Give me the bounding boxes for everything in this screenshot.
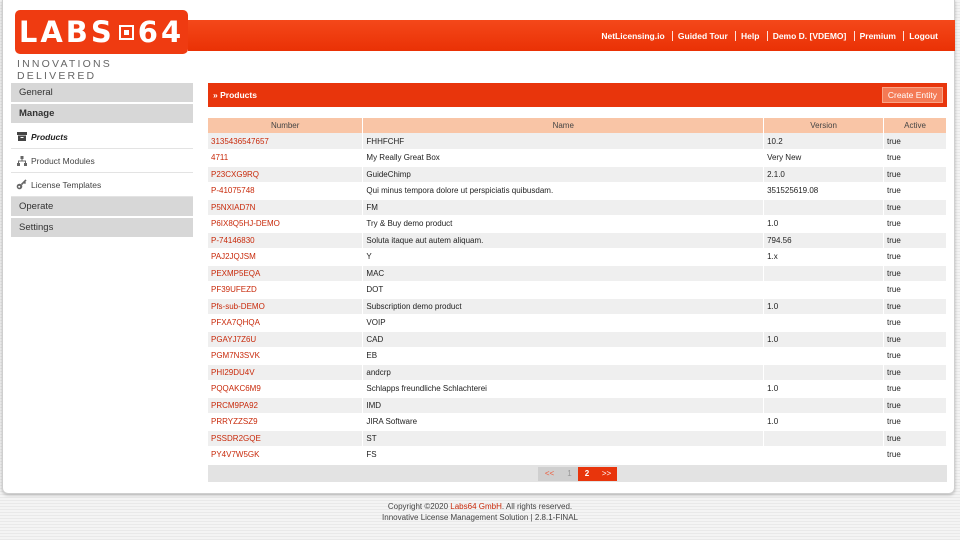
cell-name: MAC xyxy=(363,265,764,282)
cell-number[interactable]: PAJ2JQJSM xyxy=(208,249,363,266)
cell-active: true xyxy=(884,331,947,348)
cell-name: Qui minus tempora dolore ut perspiciatis quibusdam. xyxy=(363,183,764,200)
labs64-logo[interactable] xyxy=(15,10,188,54)
cell-version xyxy=(764,430,884,447)
cell-name: CAD xyxy=(363,331,764,348)
cell-active: true xyxy=(884,447,947,464)
sidebar-item-license-templates[interactable] xyxy=(11,173,193,197)
key-icon xyxy=(16,179,27,190)
cell-name: VOIP xyxy=(363,315,764,332)
cell-name: Soluta itaque aut autem aliquam. xyxy=(363,232,764,249)
pagination-prev[interactable]: << xyxy=(538,467,561,481)
pagination xyxy=(208,465,947,482)
cell-name: ST xyxy=(363,430,764,447)
copyright-suffix: . All rights reserved. xyxy=(501,502,573,511)
table-row[interactable] xyxy=(208,397,947,414)
top-navbar xyxy=(188,20,955,51)
cell-version: 10.2 xyxy=(764,133,884,150)
sitemap-icon xyxy=(16,155,27,166)
cell-version: 794.56 xyxy=(764,232,884,249)
sidebar xyxy=(11,83,193,239)
sidebar-item-product-modules[interactable] xyxy=(11,149,193,173)
cell-name: FM xyxy=(363,199,764,216)
cell-active: true xyxy=(884,166,947,183)
cell-version: 1.x xyxy=(764,249,884,266)
cell-number[interactable]: P-41075748 xyxy=(208,183,363,200)
cell-version: 1.0 xyxy=(764,331,884,348)
cell-number[interactable]: PF39UFEZD xyxy=(208,282,363,299)
table-row[interactable] xyxy=(208,331,947,348)
nav-premium[interactable]: Premium xyxy=(854,31,901,41)
cell-number[interactable]: PY4V7W5GK xyxy=(208,447,363,464)
cell-active: true xyxy=(884,315,947,332)
cell-number[interactable]: PQQAKC6M9 xyxy=(208,381,363,398)
cell-active: true xyxy=(884,298,947,315)
table-row[interactable] xyxy=(208,216,947,233)
table-row[interactable] xyxy=(208,430,947,447)
cell-active: true xyxy=(884,381,947,398)
sidebar-item-manage[interactable]: Manage xyxy=(11,104,193,125)
cell-name: IMD xyxy=(363,397,764,414)
cell-version xyxy=(764,447,884,464)
cell-version: 1.0 xyxy=(764,216,884,233)
footer-copyright xyxy=(0,502,960,513)
cell-number[interactable]: Pfs-sub-DEMO xyxy=(208,298,363,315)
cell-active: true xyxy=(884,199,947,216)
cell-number[interactable]: PHI29DU4V xyxy=(208,364,363,381)
cell-number[interactable]: P-74146830 xyxy=(208,232,363,249)
box-icon xyxy=(16,131,27,142)
cell-active: true xyxy=(884,397,947,414)
cell-name: Y xyxy=(363,249,764,266)
cell-active: true xyxy=(884,282,947,299)
table-row[interactable] xyxy=(208,183,947,200)
column-header-version[interactable]: Version xyxy=(764,118,884,133)
cell-name: GuideChimp xyxy=(363,166,764,183)
logo-text-right: 64 xyxy=(137,14,185,49)
cell-active: true xyxy=(884,133,947,150)
cell-number[interactable]: 3135436547657 xyxy=(208,133,363,150)
cell-active: true xyxy=(884,216,947,233)
cell-number[interactable]: PFXA7QHQA xyxy=(208,315,363,332)
top-nav xyxy=(596,31,943,41)
cell-name: FS xyxy=(363,447,764,464)
cell-number[interactable]: P23CXG9RQ xyxy=(208,166,363,183)
cell-name: JIRA Software xyxy=(363,414,764,431)
table-row[interactable] xyxy=(208,348,947,365)
cell-version: 351525619.08 xyxy=(764,183,884,200)
footer-version: Innovative License Management Solution | 2.8.1-FINAL xyxy=(382,512,578,522)
cell-number[interactable]: PGAYJ7Z6U xyxy=(208,331,363,348)
products-table xyxy=(208,118,947,464)
table-row[interactable] xyxy=(208,199,947,216)
cell-active: true xyxy=(884,430,947,447)
nav-guided-tour[interactable]: Guided Tour xyxy=(672,31,733,41)
table-row[interactable] xyxy=(208,249,947,266)
cell-version: 1.0 xyxy=(764,414,884,431)
cell-version xyxy=(764,315,884,332)
table-row[interactable] xyxy=(208,166,947,183)
pagination-next[interactable]: >> xyxy=(596,467,617,481)
cell-version xyxy=(764,282,884,299)
sidebar-item-operate[interactable]: Operate xyxy=(11,197,193,218)
cell-version xyxy=(764,364,884,381)
table-row[interactable] xyxy=(208,133,947,150)
cell-active: true xyxy=(884,364,947,381)
nav-account[interactable]: Demo D. [VDEMO] xyxy=(767,31,852,41)
table-row[interactable] xyxy=(208,150,947,167)
content-header xyxy=(208,83,947,107)
cell-name: andcrp xyxy=(363,364,764,381)
footer xyxy=(0,502,960,523)
cell-name: Try & Buy demo product xyxy=(363,216,764,233)
table-row[interactable] xyxy=(208,315,947,332)
cell-active: true xyxy=(884,348,947,365)
cell-number[interactable]: P6IX8Q5HJ-DEMO xyxy=(208,216,363,233)
table-row[interactable] xyxy=(208,414,947,431)
column-header-active[interactable]: Active xyxy=(884,118,947,133)
pagination-page-current: 2 xyxy=(578,467,596,481)
create-entity-button[interactable]: Create Entity xyxy=(882,87,943,103)
table-row[interactable] xyxy=(208,364,947,381)
cell-version: Very New xyxy=(764,150,884,167)
table-row[interactable] xyxy=(208,282,947,299)
sidebar-item-settings[interactable]: Settings xyxy=(11,218,193,239)
copyright-prefix: Copyright ©2020 xyxy=(387,502,449,511)
cell-number[interactable]: PEXMP5EQA xyxy=(208,265,363,282)
cell-active: true xyxy=(884,183,947,200)
cell-version xyxy=(764,397,884,414)
logo-text-left: LABS xyxy=(18,14,115,49)
cell-number[interactable]: P5NXIAD7N xyxy=(208,199,363,216)
cell-number[interactable]: PSSDR2GQE xyxy=(208,430,363,447)
sidebar-item-products[interactable] xyxy=(11,125,193,149)
sidebar-item-general[interactable]: General xyxy=(11,83,193,104)
cell-version xyxy=(764,348,884,365)
cell-number[interactable]: PRRYZZSZ9 xyxy=(208,414,363,431)
tagline: INNOVATIONS DELIVERED xyxy=(17,58,112,82)
cell-name: DOT xyxy=(363,282,764,299)
cell-active: true xyxy=(884,414,947,431)
cell-active: true xyxy=(884,265,947,282)
cell-number[interactable]: PRCM9PA92 xyxy=(208,397,363,414)
nav-logout[interactable]: Logout xyxy=(903,31,943,41)
sidebar-item-label: Products xyxy=(31,131,68,142)
logo-mark-icon xyxy=(119,25,134,40)
column-header-name[interactable]: Name xyxy=(363,118,764,133)
cell-number[interactable]: PGM7N3SVK xyxy=(208,348,363,365)
cell-active: true xyxy=(884,150,947,167)
nav-help[interactable]: Help xyxy=(735,31,764,41)
table-header-row xyxy=(208,118,947,133)
column-header-number[interactable]: Number xyxy=(208,118,363,133)
cell-name: My Really Great Box xyxy=(363,150,764,167)
cell-version: 2.1.0 xyxy=(764,166,884,183)
cell-active: true xyxy=(884,232,947,249)
table-row[interactable] xyxy=(208,265,947,282)
footer-brand-link[interactable]: Labs64 GmbH xyxy=(450,502,502,511)
cell-name: EB xyxy=(363,348,764,365)
pagination-page-1[interactable]: 1 xyxy=(561,467,578,481)
table-row[interactable] xyxy=(208,381,947,398)
sidebar-item-label: Product Modules xyxy=(31,155,95,166)
cell-version xyxy=(764,265,884,282)
cell-name: Schlapps freundliche Schlachterei xyxy=(363,381,764,398)
cell-version xyxy=(764,199,884,216)
sidebar-item-label: License Templates xyxy=(31,179,102,190)
cell-name: FHHFCHF xyxy=(363,133,764,150)
nav-netlicensing[interactable]: NetLicensing.io xyxy=(601,30,665,41)
table-row[interactable] xyxy=(208,298,947,315)
table-row[interactable] xyxy=(208,232,947,249)
cell-version: 1.0 xyxy=(764,381,884,398)
table-row[interactable] xyxy=(208,447,947,464)
cell-number[interactable]: 4711 xyxy=(208,150,363,167)
page-title: » Products xyxy=(213,90,257,100)
cell-version: 1.0 xyxy=(764,298,884,315)
cell-active: true xyxy=(884,249,947,266)
cell-name: Subscription demo product xyxy=(363,298,764,315)
